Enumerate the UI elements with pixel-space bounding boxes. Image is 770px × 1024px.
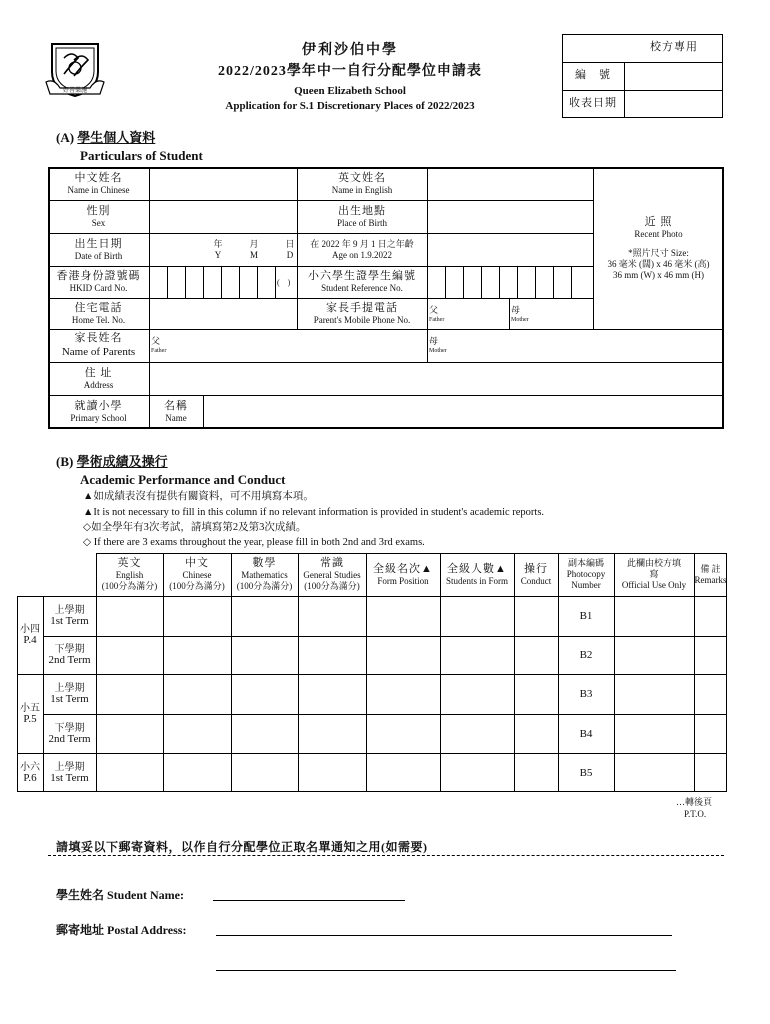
col-official-use: 此欄由校方填寫 Official Use Only: [621, 558, 687, 590]
term-row-5: 上學期 1st Term: [50, 761, 89, 784]
form-title-en: Application for S.1 Discretionary Places of 2022/2023: [225, 100, 475, 112]
pob-field[interactable]: [429, 202, 591, 231]
section-b-heading-en: Academic Performance and Conduct: [80, 472, 286, 487]
name-en-field[interactable]: [429, 169, 591, 198]
col-mathematics: 數學 Mathematics (100分為滿分): [236, 557, 293, 591]
dob-day-mark: 日 D: [285, 238, 295, 260]
col-chinese: 中文 Chinese (100分為滿分): [169, 557, 225, 591]
office-use-title: 校方專用: [650, 41, 698, 53]
section-a-heading: (A) 學生個人資料: [56, 130, 156, 145]
parents-name-label: 家長姓名 Name of Parents: [61, 332, 136, 358]
photocopy-code-b4: B4: [579, 727, 593, 740]
logo-motto: 好善樂施: [62, 88, 87, 94]
term-row-3: 上學期 1st Term: [50, 683, 89, 705]
dob-label: 出生日期 Date of Birth: [74, 237, 123, 261]
note-2: ▲It is not necessary to fill in this column if no relevant information is provided in student's academic reports.: [83, 507, 545, 518]
student-ref-label: 小六學生證學生編號 Student Reference No.: [308, 270, 416, 293]
col-english: 英文 English (100分為滿分): [101, 557, 158, 591]
school-name-zh: 伊利沙伯中學: [302, 43, 398, 58]
primary-school-label: 就讀小學 Primary School: [70, 400, 127, 423]
name-cn-field[interactable]: [151, 169, 295, 198]
home-tel-label: 住宅電話 Home Tel. No.: [71, 301, 126, 325]
grade-p6: 小六 P.6: [20, 761, 40, 784]
col-conduct: 操行 Conduct: [520, 562, 552, 586]
age-label: 在 2022 年 9 月 1 日之年齡 Age on 1.9.2022: [310, 238, 414, 260]
photocopy-code-b2: B2: [579, 649, 593, 661]
sex-label: 性別 Sex: [86, 204, 111, 228]
col-general-studies: 常識 General Studies (100分為滿分): [303, 557, 361, 591]
col-students-in-form: 全級人數▲ Students in Form: [445, 562, 508, 586]
office-ref-label: 編 號: [575, 69, 611, 81]
col-form-position: 全級名次▲ Form Position: [373, 562, 433, 586]
pob-label: 出生地點 Place of Birth: [337, 204, 387, 228]
mother-mobile-field[interactable]: 母 Mother: [511, 305, 529, 323]
section-a-heading-en: Particulars of Student: [80, 148, 203, 163]
father-name-field[interactable]: 父 Father: [151, 336, 167, 354]
pto-zh: …轉後頁: [676, 797, 713, 807]
grade-p5: 小五 P.5: [20, 702, 40, 725]
photocopy-code-b5: B5: [579, 766, 593, 779]
name-en-label: 英文姓名 Name in English: [331, 171, 393, 195]
dob-month-mark: 月 M: [249, 238, 259, 260]
office-ref-field[interactable]: [626, 64, 721, 88]
col-remarks: 備 註 Remarks: [694, 563, 727, 585]
photo-area[interactable]: 近 照 Recent Photo *照片尺寸 Size: 36 毫米 (闊) x 46 毫米 (高) 36 mm (W) x 46 mm (H): [607, 216, 710, 280]
note-1: ▲如成績表沒有提供有關資料，可不用填寫本項。: [83, 491, 314, 502]
sex-field[interactable]: [151, 202, 295, 231]
student-ref-field[interactable]: [429, 268, 591, 296]
postal-address-line-1[interactable]: [216, 935, 672, 936]
section-b-heading: (B) 學術成績及操行: [56, 454, 168, 469]
col-photocopy-number: 副本編碼 Photocopy Number: [566, 558, 606, 590]
mother-name-field[interactable]: 母 Mother: [429, 336, 447, 354]
primary-school-name-label: 名稱 Name: [164, 400, 188, 423]
office-date-label: 收表日期: [569, 97, 617, 109]
postal-address-label: 郵寄地址 Postal Address:: [56, 923, 187, 937]
note-3: ◇如全學年有3次考試，請填寫第2及第3次成績。: [83, 522, 307, 533]
photocopy-code-b3: B3: [579, 688, 593, 700]
term-row-2: 下學期 2nd Term: [48, 644, 91, 666]
results-input-area[interactable]: [97, 597, 557, 791]
hkid-check-digit: ( ): [277, 278, 291, 287]
office-date-field[interactable]: [626, 92, 721, 116]
hkid-field[interactable]: [151, 268, 295, 296]
parent-mobile-label: 家長手提電話 Parent's Mobile Phone No.: [313, 301, 411, 325]
address-field[interactable]: [151, 364, 722, 393]
dob-year-mark: 年 Y: [213, 238, 223, 260]
age-field[interactable]: [429, 235, 591, 264]
student-name-label: 學生姓名 Student Name:: [56, 888, 184, 902]
postal-address-line-2[interactable]: [216, 970, 676, 971]
grade-p4: 小四 P.4: [20, 624, 40, 646]
term-row-4: 下學期 2nd Term: [48, 722, 91, 745]
form-title-zh: 2022/2023學年中一自行分配學位申請表: [218, 64, 482, 79]
student-name-line[interactable]: [213, 900, 405, 901]
pto-en: P.T.O.: [684, 809, 707, 819]
school-logo: [44, 38, 106, 100]
mailing-instruction: 請填妥以下郵寄資料，以作自行分配學位正取名單通知之用(如需要): [56, 840, 428, 854]
note-4: ◇ If there are 3 exams throughout the year, please fill in both 2nd and 3rd exams.: [83, 537, 425, 548]
cut-line: [48, 855, 724, 856]
father-mobile-field[interactable]: 父 Father: [429, 305, 445, 323]
home-tel-field[interactable]: [151, 300, 295, 327]
primary-school-field[interactable]: [205, 397, 722, 427]
photocopy-code-b1: B1: [579, 610, 593, 622]
name-cn-label: 中文姓名 Name in Chinese: [67, 171, 130, 195]
school-name-en: Queen Elizabeth School: [294, 85, 406, 97]
hkid-label: 香港身份證號碼 HKID Card No.: [56, 270, 141, 293]
term-row-1: 上學期 1st Term: [50, 605, 89, 627]
address-label: 住 址 Address: [83, 366, 114, 390]
